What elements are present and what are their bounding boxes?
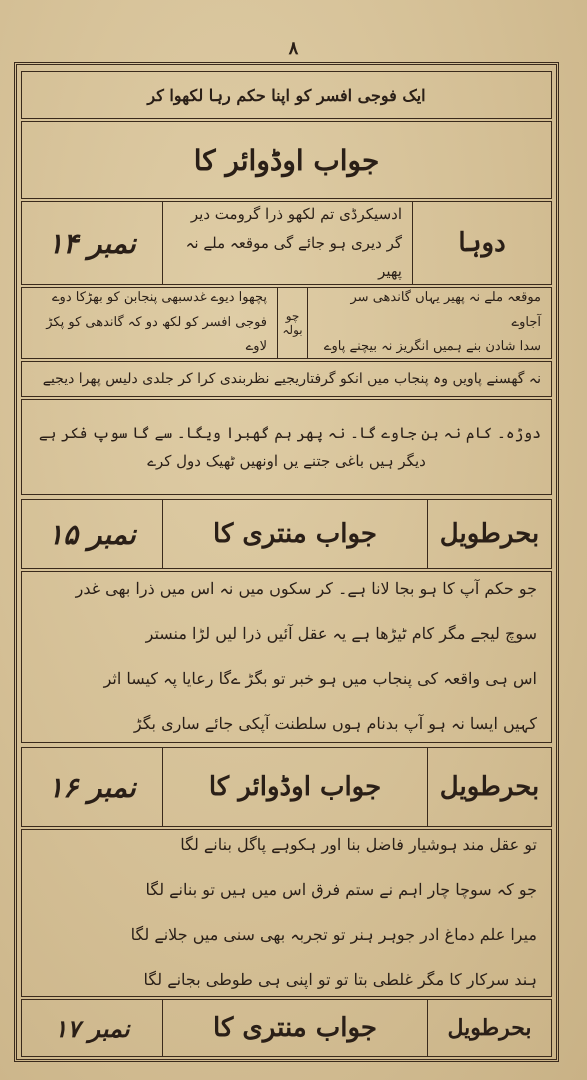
text-line: پچھوا دیوے غدسبھی پنجابن کو بھڑکا دوے: [51, 289, 267, 305]
section3-header-row: [21, 747, 552, 827]
section1-couplet: [162, 202, 412, 284]
text-line: دیگر ہیں باغی جتنے یں اونھیں ٹھیک دول کرے: [147, 452, 426, 470]
heading-line: ایک فوجی افسر کو اپنا حکم رہا لکھوا کر: [21, 71, 552, 119]
page-frame: [14, 62, 559, 1062]
section3-lyrics: [21, 829, 552, 997]
section1-label: دوہا: [412, 202, 551, 284]
lyric-line: ہند سرکار کا مگر غلطی بتا تو تو اپنی ہی طوطی بجانے لگا: [143, 969, 537, 989]
section4-header-row: [21, 999, 552, 1057]
section4-label: بحرطویل: [427, 1000, 551, 1056]
lyric-line: میرا علم دماغ ادر جوہر ہنر تو تجربہ بھی سنی میں جلانے لگا: [130, 925, 537, 944]
section1-header-row: [21, 201, 552, 285]
lyric-line: اس ہی واقعہ کی پنجاب میں ہو خبر تو بگڑ ےگا رعایا پہ کیسا اثر: [103, 669, 537, 688]
section2-lyrics: [21, 571, 552, 743]
section3-title: جواب اوڈوائر کا: [162, 748, 427, 826]
couplet-line: گر دیری ہو جائے گی موقعہ ملے نہ پھیر: [185, 233, 402, 281]
section1-wide-block: [21, 399, 552, 495]
section3-label: بحرطویل: [427, 748, 551, 826]
text-line: دوڑہ۔ کام نہ بن جاوے گا۔ نہ پھر ہم گھبرا ویگا۔ سے گا سوپ فکر ہے: [38, 423, 541, 442]
section1-number: نمبر ۱۴: [48, 226, 136, 260]
middle-right-block: [22, 288, 277, 358]
section2-header-row: [21, 499, 552, 569]
lyric-line: کہیں ایسا نہ ہو آپ بدنام ہوں سلطنت آپکی جائے ساری بگڑ: [133, 713, 537, 733]
section1-wide-line-1: [21, 361, 552, 397]
text-line: موقعہ ملے نہ پھیر یہاں گاندھی سر آجاوے: [350, 289, 541, 330]
section1-title: جواب اوڈوائر کا: [21, 121, 552, 199]
section2-label: بحرطویل: [427, 500, 551, 568]
text-line: فوجی افسر کو لکھ دو کہ گاندھی کو پکڑ لاوے: [46, 314, 267, 355]
lyric-line: تو عقل مند ہوشیار فاضل بنا اور ہکوہے پاگل بنانے لگا: [180, 835, 537, 855]
page-number: ۸: [288, 38, 299, 59]
divider-word: بولہ: [282, 323, 303, 337]
section4-number: نمبر ۱۷: [54, 1013, 130, 1043]
divider-word: چو: [285, 309, 300, 323]
text-line: نہ گھسنے پاویں وہ پنجاب میں انکو گرفتاریجیے نظربندی کرا کر جلدی دلیس پھرا دیجیے: [42, 370, 541, 387]
middle-left-block: [307, 288, 551, 358]
section4-title: جواب منتری کا: [162, 1000, 427, 1056]
section2-number: نمبر ۱۵: [48, 517, 136, 551]
middle-divider: [277, 288, 307, 358]
couplet-line: ادسیکرڈی تم لکھو ذرا گرومت دیر: [190, 205, 402, 224]
section3-number: نمبر ۱۶: [48, 770, 136, 804]
lyric-line: سوچ لیجے مگر کام ٹیڑھا ہے یہ عقل آئیں ذرا لیں لڑا منستر: [145, 624, 537, 644]
lyric-line: جو کہ سوچا چار اہم نے ستم فرق اس میں ہیں تو بنانے لگا: [145, 880, 537, 900]
text-line: سدا شادن بنے ہمیں انگریز نہ بیچنے پاوے: [323, 339, 541, 355]
lyric-line: جو حکم آپ کا ہو بجا لانا ہے۔ کر سکوں میں نہ اس میں ذرا بھی غدر: [75, 579, 537, 599]
section1-middle-row: [21, 287, 552, 359]
section2-title: جواب منتری کا: [162, 500, 427, 568]
